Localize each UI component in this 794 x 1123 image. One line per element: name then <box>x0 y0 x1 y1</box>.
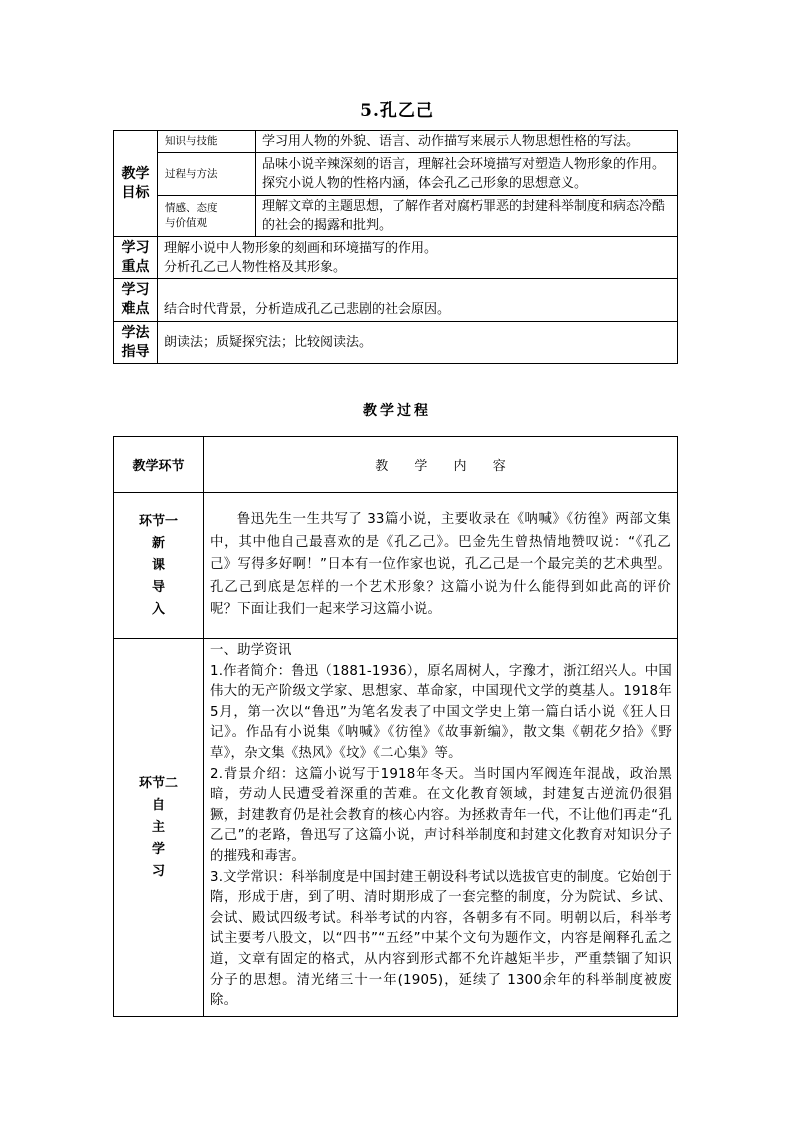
literary-knowledge: 3.文学常识：科举制度是中国封建王朝设科考试以选拔官吏的制度。它始创于隋，形成于唐，到了明、清时期形成了一套完整的制度，分为院试、乡试、会试、殿试四级考试。科举考试的内容，各朝多有不同。明朝以后，科举考试主要考八股文，以“四书”“五经”中某个文句为题作文，内容是阐释孔孟之道，文章有固定的格式，从内容到形式都不允许越矩半步，严重禁锢了知识分子的思想。清光绪三十一年(1905)，延续了 1300余年的科举制度被废除。 <box>210 869 672 1009</box>
objective-label-process: 过程与方法 <box>158 153 256 196</box>
methods-text: 朗读法；质疑探究法；比较阅读法。 <box>158 322 678 364</box>
objective-text-process: 品味小说辛辣深刻的语言，理解社会环境描写对塑造人物形象的作用。探究小说人物的性格内涵，体会孔乙己形象的思想意义。 <box>256 153 678 196</box>
focus-line-2: 分析孔乙己人物性格及其形象。 <box>164 259 347 275</box>
stage-1-label: 环节一 新 课 导 入 <box>114 493 204 639</box>
focus-header: 学习 重点 <box>114 237 158 279</box>
stage-1-content: 鲁迅先生一生共写了 33篇小说，主要收录在《呐喊》《彷徨》两部文集中，其中他自己最喜欢的是《孔乙己》。巴金先生曾热情地赞叹说：“《孔乙己》写得多好啊！”日本有一位作家也说，孔乙己是一个最完美的艺术典型。孔乙己到底是怎样的一个艺术形象？这篇小说为什么能得到如此高的评价呢？下面让我们一起来学习这篇小说。 <box>204 493 678 639</box>
author-intro: 1.作者简介：鲁迅（1881-1936），原名周树人，字豫才，浙江绍兴人。中国伟大的无产阶级文学家、思想家、革命家，中国现代文学的奠基人。1918年 5月，第一次以“鲁迅”为笔名发表了中国文学史上第一篇白话小说《狂人日记》。作品有小说集《呐喊》《彷徨》《故事新编》，散文集《朝花夕拾》《野草》，杂文集《热风》《坟》《二心集》等。 <box>210 663 672 761</box>
focus-text <box>158 237 678 279</box>
stage-2-label: 环节二 自 主 学 习 <box>114 639 204 1017</box>
stage-2-content <box>204 639 678 1017</box>
document-title: 5.孔乙己 <box>360 101 434 121</box>
methods-header: 学法 指导 <box>114 322 158 364</box>
focus-line-1: 理解小说中人物形象的刻画和环境描写的作用。 <box>164 240 438 256</box>
objective-label-knowledge: 知识与技能 <box>158 131 256 153</box>
teaching-process-table <box>113 436 678 1017</box>
difficulty-text: 结合时代背景，分析造成孔乙己悲剧的社会原因。 <box>158 279 678 322</box>
process-title: 教学过程 <box>363 403 431 419</box>
objective-text-attitude: 理解文章的主题思想，了解作者对腐朽罪恶的封建科举制度和病态冷酷的社会的揭露和批判。 <box>256 196 678 237</box>
lesson-overview-table <box>113 130 678 364</box>
objective-text-knowledge: 学习用人物的外貌、语言、动作描写来展示人物思想性格的写法。 <box>256 131 678 153</box>
stage-column-header: 教学环节 <box>114 437 204 493</box>
content-column-header: 教 学 内 容 <box>204 437 678 493</box>
objective-label-attitude: 情感、态度 与价值观 <box>158 196 256 237</box>
background-intro: 2.背景介绍：这篇小说写于1918年冬天。当时国内军阀连年混战，政治黑暗，劳动人民遭受着深重的苦难。在文化教育领域，封建复古逆流仍很猖獗，封建教育仍是社会教育的核心内容。为拯救青年一代，不让他们再走“孔乙己”的老路，鲁迅写了这篇小说，声讨科举制度和封建文化教育对知识分子的摧残和毒害。 <box>210 766 672 864</box>
section-heading: 一、助学资讯 <box>210 643 292 658</box>
difficulty-header: 学习 难点 <box>114 279 158 322</box>
objectives-header: 教学 目标 <box>114 131 158 237</box>
